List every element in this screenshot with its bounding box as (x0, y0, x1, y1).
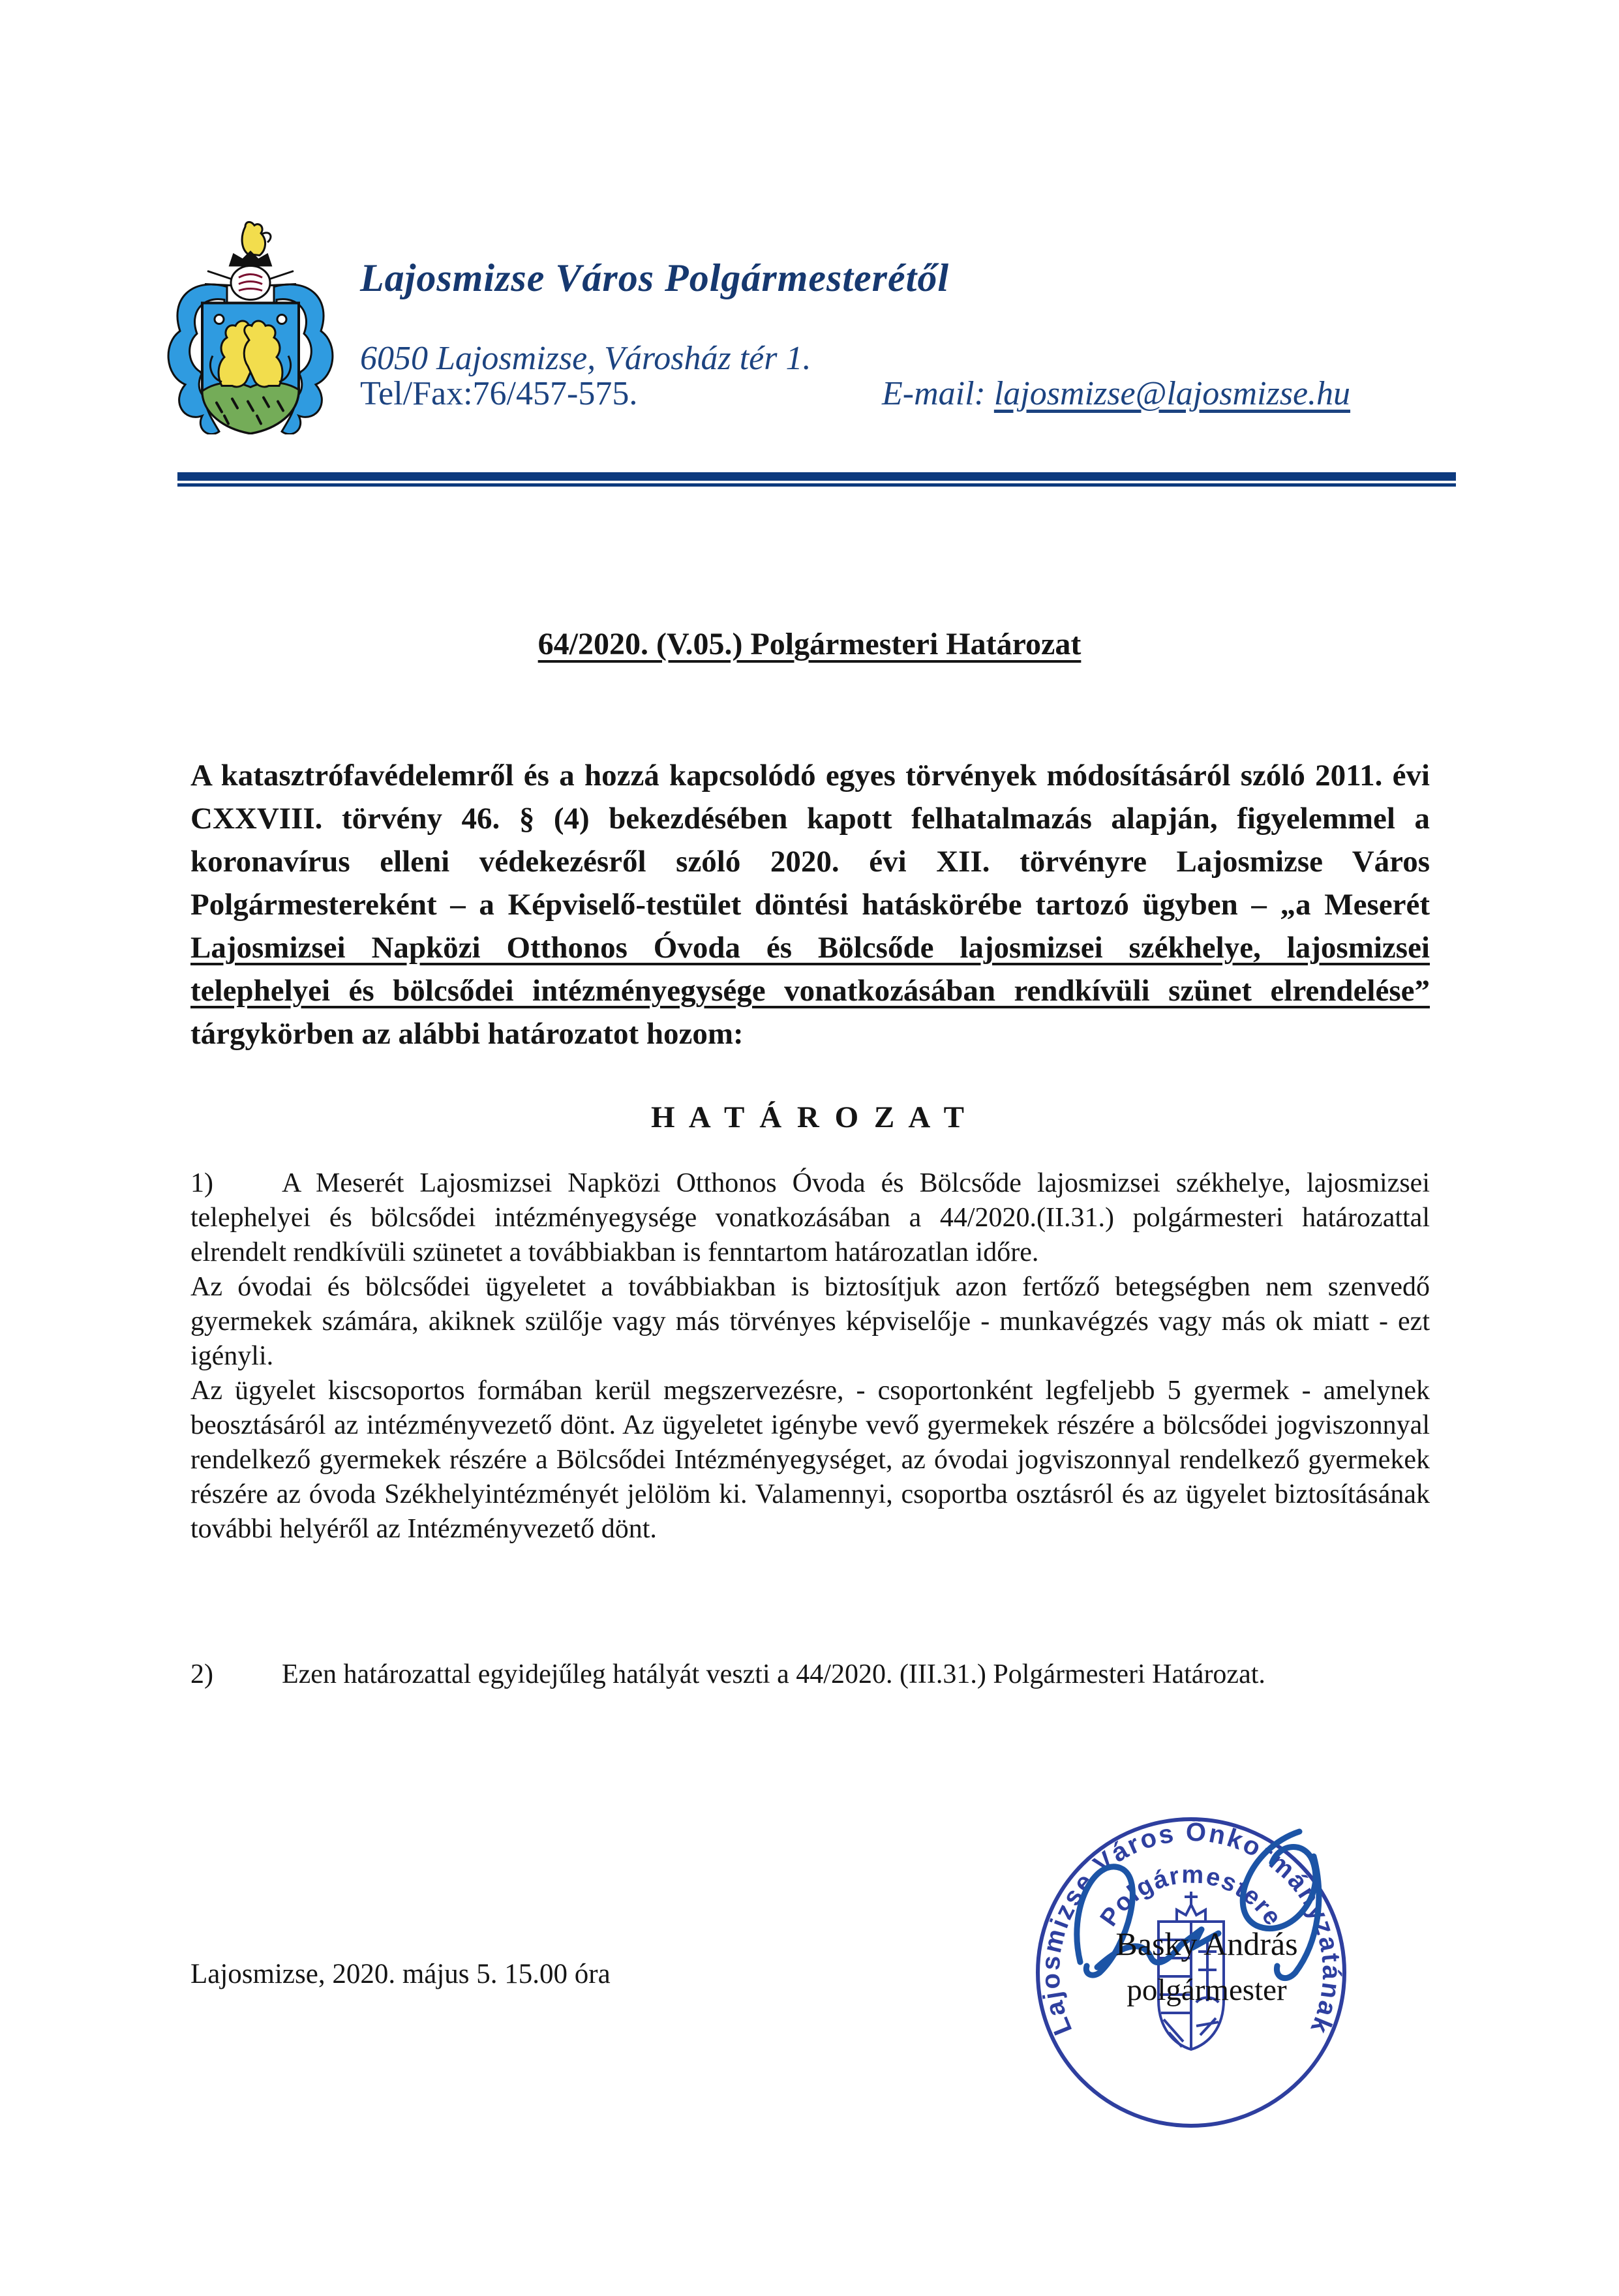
preamble (190, 754, 1430, 1055)
email-link[interactable]: lajosmizse@lajosmizse.hu (993, 375, 1351, 412)
paragraph-groups: Az ügyelet kiscsoportos formában kerül megszervezésre, - csoportonként legfeljebb 5 gyermek - amelynek beosztásáról az intézményvezető dönt. Az ügyeletet igénybe vevő gyermekek részére a bölcsődei jogviszonnyal rendelkező gyermekek részére a Bölcsődei Intézményegységet, az óvodai jogviszonnyal rendelkező gyermekek részére az óvoda Székhelyintézményét jelölöm ki. Valamennyi, csoportba osztásról és az ügyelet biztosításának további helyéről az Intézményvezető dönt. (190, 1376, 1430, 1544)
item-2-number: 2) (190, 1659, 213, 1689)
preamble-subject-underlined: Lajosmizsei Napközi Otthonos Óvoda és Bölcsőde lajosmizsei székhelye, lajosmizsei telephelyei és bölcsődei intézményegysége vonatkozásában rendkívüli szünet elrendelése” (190, 931, 1430, 1008)
dateline: Lajosmizse, 2020. május 5. 15.00 óra (190, 1959, 611, 1989)
office-email-line (882, 374, 1350, 413)
preamble-text: A katasztrófavédelemről és a hozzá kapcsolódó egyes törvények módosításáról szóló 2011. évi CXXVIII. törvény 46. § (4) bekezdésében kapott felhatalmazás alapján, figyelemmel a koronavírus elleni védekezésről szóló 2020. évi XII. törvényre Lajosmizse Város Polgármestereként – a Képviselő-testület döntési hatáskörébe tartozó ügyben – „a Meserét (190, 759, 1430, 922)
item-1-text: A Meserét Lajosmizsei Napközi Otthonos Óvoda és Bölcsőde lajosmizsei székhelye, lajosmizsei telephelyei és bölcsődei intézményegysége vonatkozásában a 44/2020.(II.31.) polgármesteri határozattal elrendelt rendkívüli szünetet a továbbiakban is fenntartom határozatlan időre. (190, 1168, 1430, 1267)
paragraph-care: Az óvodai és bölcsődei ügyeletet a továbbiakban is biztosítjuk azon fertőző betegségben nem szenvedő gyermekek számára, akiknek szülője vagy más törvényes képviselője - munkavégzés vagy más ok miatt - ezt igényli. (190, 1272, 1430, 1371)
helmet (231, 266, 270, 300)
crest-lion (242, 222, 265, 255)
item-2 (190, 1657, 1430, 1692)
crown (230, 252, 271, 266)
stamp-ring-text-inner: Polgármestere (1095, 1861, 1288, 1931)
shield-dot-left (215, 315, 224, 324)
signer-name: Basky András (1115, 1926, 1298, 1962)
preamble-tail: tárgykörben az alábbi határozatot hozom: (190, 1017, 744, 1051)
email-label: E-mail: (882, 375, 994, 412)
city-coat-of-arms (162, 214, 339, 434)
item-2-text: Ezen határozattal egyidejűleg hatályát veszti a 44/2020. (III.31.) Polgármesteri Határozat. (282, 1659, 1265, 1689)
signature-block (1044, 1920, 1370, 2012)
item-1 (190, 1166, 1430, 1270)
header-rule-thick (177, 472, 1456, 481)
shield-dot-right (277, 315, 286, 324)
office-title: Lajosmizse Város Polgármesterétől (360, 256, 949, 299)
office-phone: Tel/Fax:76/457-575. (360, 375, 638, 412)
office-address: 6050 Lajosmizse, Városház tér 1. (360, 340, 811, 377)
item-1-number: 1) (190, 1168, 213, 1198)
decision-body (190, 1166, 1430, 1692)
signer-title: polgármester (1127, 1972, 1287, 2007)
decision-title: 64/2020. (V.05.) Polgármesteri Határozat (537, 627, 1082, 661)
header-rule-thin (177, 483, 1456, 487)
stamp-ring-text-outer: Lajosmizse Város Önkormányzatának (1036, 1817, 1346, 2040)
decision-heading: H A T Á R O Z A T (650, 1100, 968, 1134)
